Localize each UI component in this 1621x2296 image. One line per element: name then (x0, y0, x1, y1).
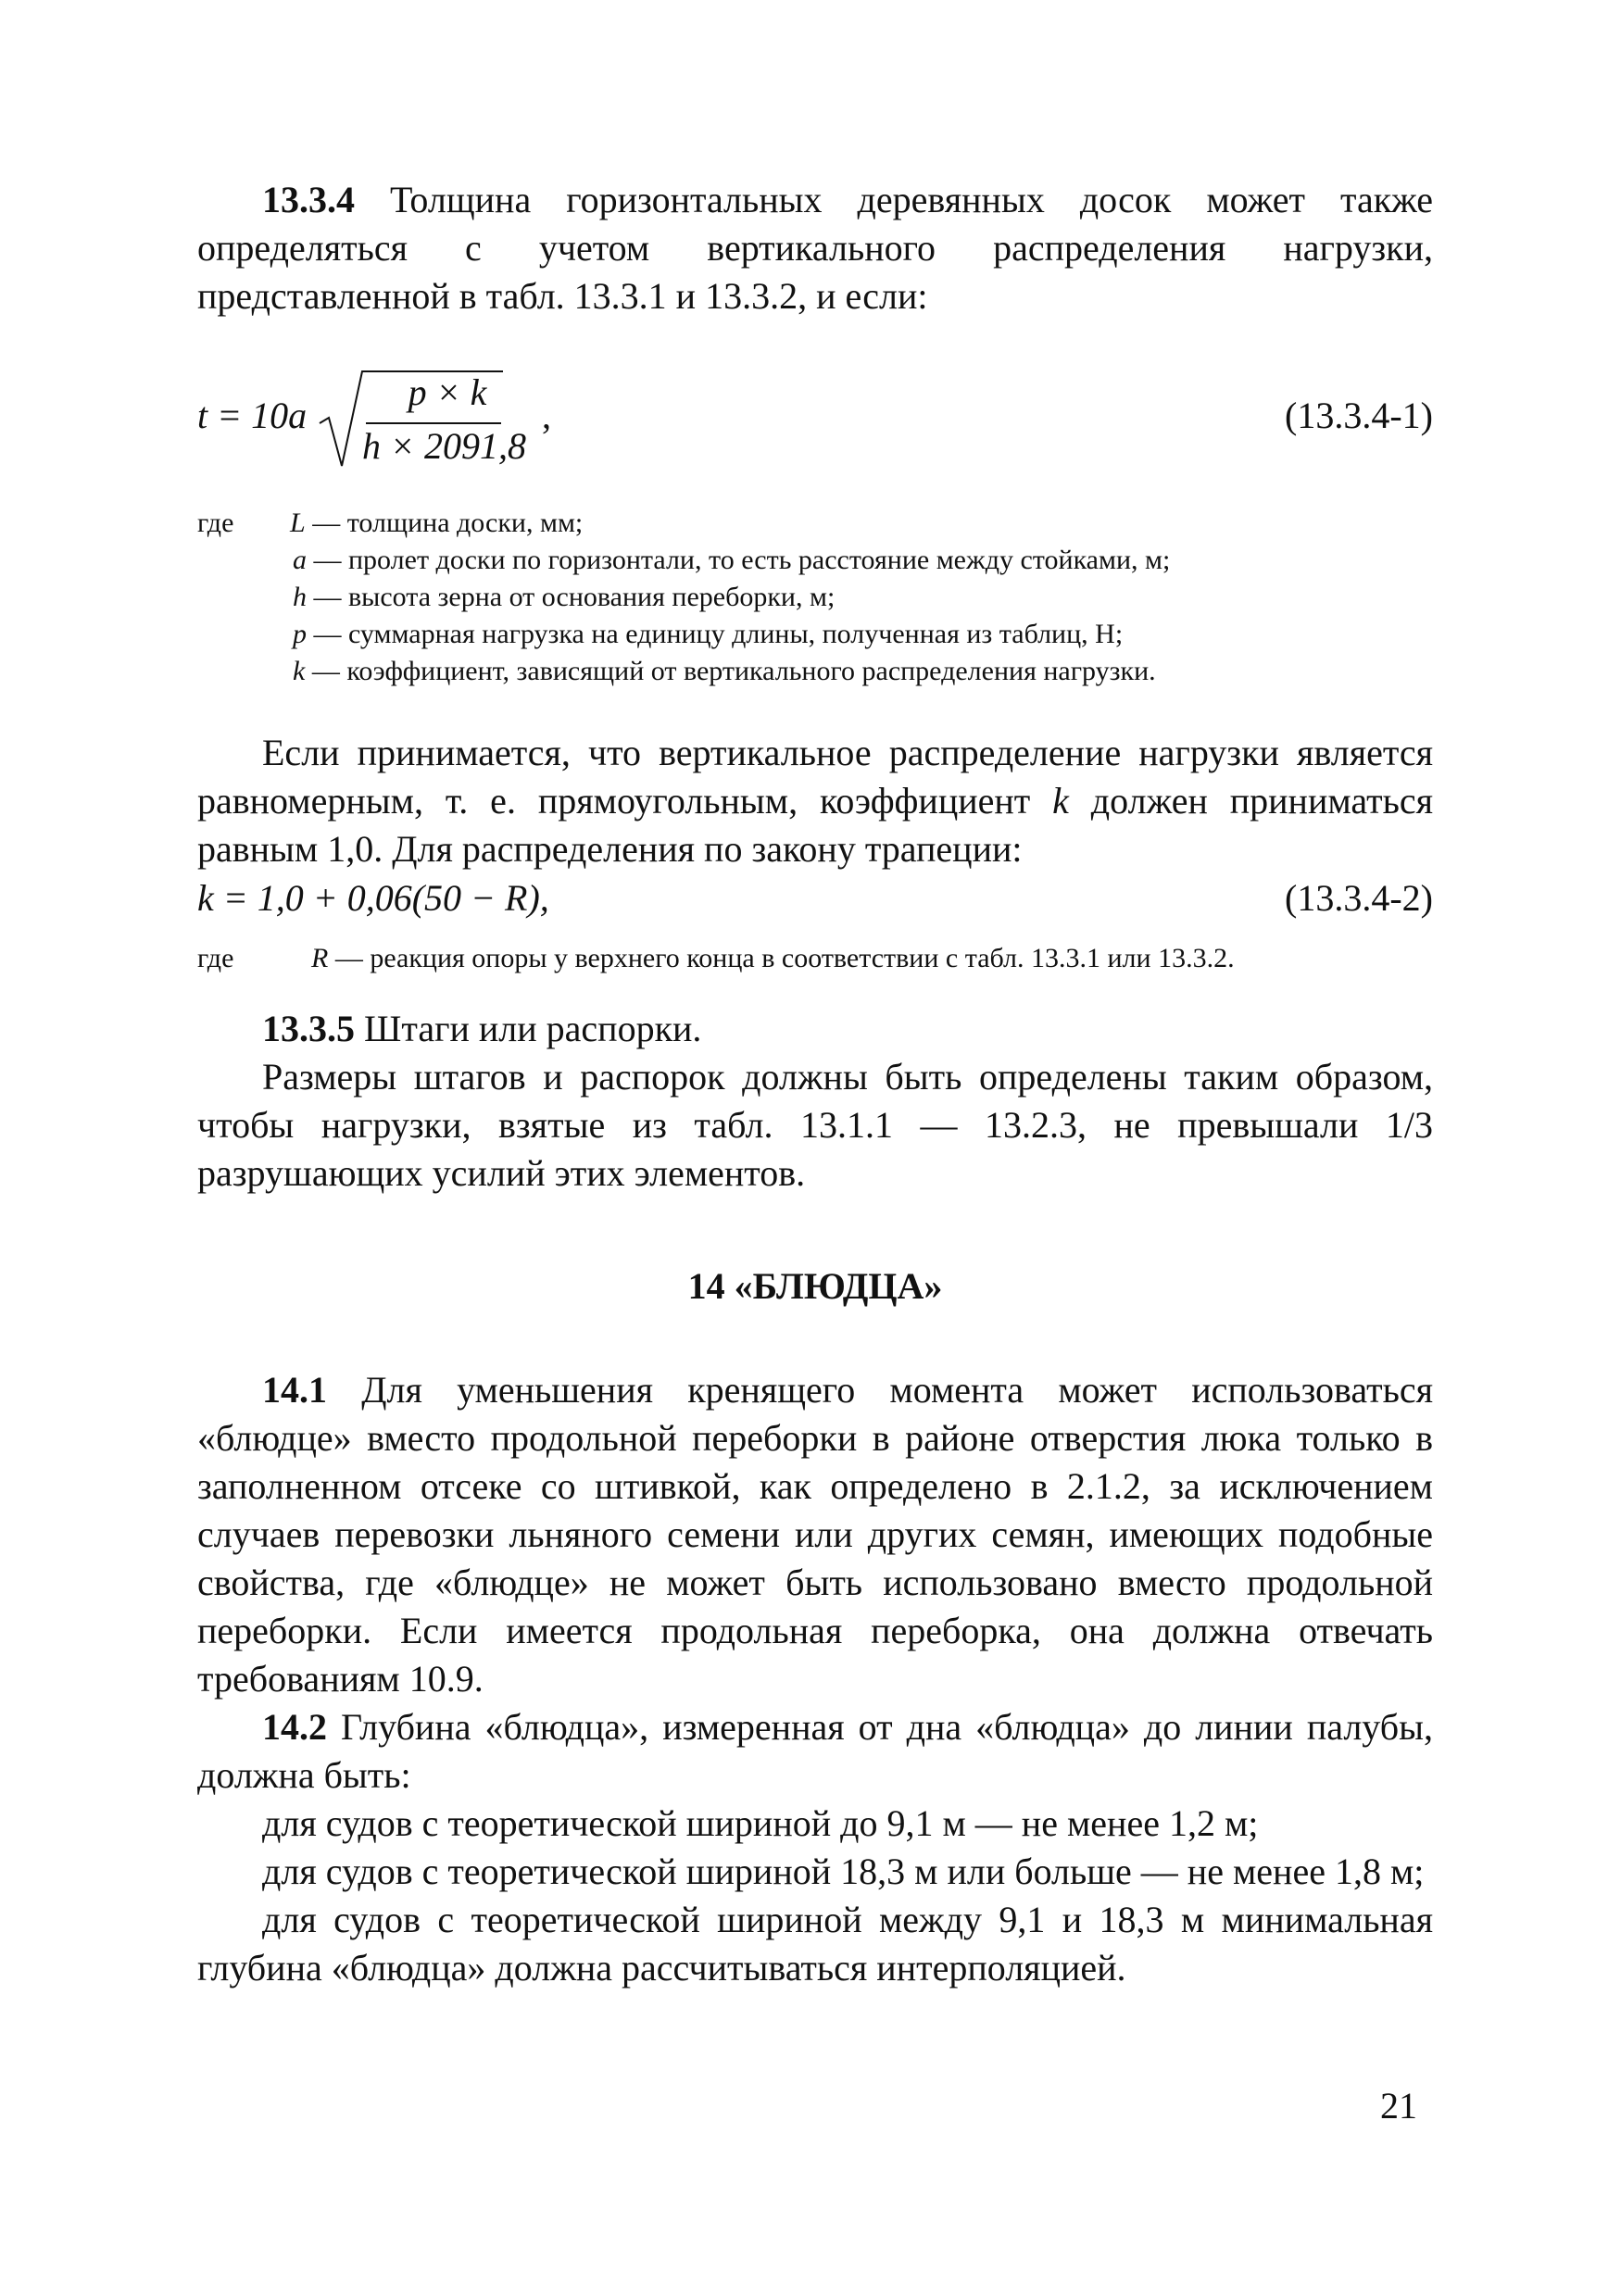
definition-symbol: R (311, 943, 329, 973)
clause-number: 14.1 (262, 1369, 327, 1411)
text-part: Если принимается, что вертикальное распределение нагрузки является равномерным, т. е. прямоугольным, коэффициент (197, 732, 1433, 822)
definition-item (293, 579, 835, 616)
section-13-3-4 (197, 176, 1433, 320)
definition-text: — пролет доски по горизонтали, то есть расстояние между стойками, м; (307, 545, 1171, 575)
clause-text: Глубина «блюдца», измеренная от дна «блюдца» до линии палубы, должна быть: (197, 1706, 1433, 1796)
definition-item (293, 616, 1123, 653)
equation-13-3-4-2 (197, 876, 1433, 924)
clause-14-2 (197, 1703, 1433, 1800)
definition-item (290, 505, 583, 542)
definition-item (311, 940, 1235, 977)
paragraph-distribution (197, 729, 1433, 873)
paragraph-13-3-4 (197, 176, 1433, 320)
equation-13-3-4-1 (197, 366, 1433, 477)
clause-text: Для уменьшения кренящего момента может использоваться «блюдце» вместо продольной переборки в районе отверстия люка только в заполненном отсеке со штивкой, как определено в 2.1.2, за исключением случаев перевозки льняного семени или других семян, имеющих подобные свойства, где «блюдце» не может быть использовано вместо продольной переборки. Если имеется продольная переборка, она должна отвечать требованиям 10.9. (197, 1369, 1433, 1700)
distribution-text (197, 729, 1433, 873)
list-item: для судов с теоретической шириной 18,3 м или больше — не менее 1,8 м; (262, 1851, 1425, 1892)
definition-symbol: k (293, 656, 306, 686)
definitions-list (197, 505, 1433, 699)
clause-number: 14.2 (262, 1706, 327, 1748)
section-14-1 (197, 1366, 1433, 1703)
section-14-2 (197, 1703, 1433, 1992)
list-item: для судов с теоретической шириной до 9,1 м — не менее 1,2 м; (262, 1802, 1259, 1844)
definition-item (293, 653, 1156, 690)
list-item: для судов с теоретической шириной между 9,1 и 18,3 м минимальная глубина «блюдца» должна рассчитываться интерполяцией. (197, 1899, 1433, 1989)
definitions-list-2 (197, 940, 1433, 977)
definition-text: — реакция опоры у верхнего конца в соответствии с табл. 13.3.1 или 13.3.2. (328, 943, 1235, 973)
equation-text: k = 1,0 + 0,06(50 − R), (197, 877, 549, 919)
clause-title (197, 1005, 1433, 1053)
equation-lhs: t = 10a (197, 395, 308, 436)
where-label: где (197, 943, 234, 973)
definition-text: — суммарная нагрузка на единицу длины, полученная из таблиц, Н; (307, 619, 1124, 649)
clause-14-1 (197, 1366, 1433, 1703)
clause-number: 13.3.4 (262, 179, 355, 220)
clause-text: Штаги или распорки. (355, 1008, 702, 1049)
equation-comma: , (542, 395, 551, 436)
where-label: где (197, 508, 234, 538)
clause-text: Толщина горизонтальных деревянных досок может также определяться с учетом вертикального распределения нагрузки, представленной в табл. 13.3.1 и 13.3.2, и если: (197, 179, 1433, 317)
definition-item (293, 542, 1170, 579)
equation-number: (13.3.4-2) (1285, 877, 1433, 919)
definition-text: — коэффициент, зависящий от вертикального распределения нагрузки. (305, 656, 1156, 686)
clause-number: 13.3.5 (262, 1008, 355, 1049)
definition-symbol: a (293, 545, 307, 575)
symbol-k: k (1052, 780, 1069, 822)
page-number: 21 (1380, 2085, 1417, 2127)
equation-number: (13.3.4-1) (1285, 395, 1433, 436)
definition-symbol: L (290, 508, 306, 538)
text-part: должен приниматься равным 1,0. Для распределения по закону трапеции: (197, 780, 1434, 870)
section-13-3-5 (197, 1005, 1433, 1198)
equation-denominator: h × 2091,8 (362, 425, 526, 467)
section-heading: 14 «БЛЮДЦА» (687, 1265, 943, 1307)
equation-numerator: p × k (408, 371, 487, 413)
clause-body: Размеры штагов и распорок должны быть определены таким образом, чтобы нагрузки, взятые из табл. 13.1.1 — 13.2.3, не превышали 1/3 разрушающих усилий этих элементов. (197, 1056, 1433, 1194)
definition-text: — толщина доски, мм; (305, 508, 584, 538)
definition-text: — высота зерна от основания переборки, м; (307, 582, 836, 612)
definition-symbol: h (293, 582, 307, 612)
definition-symbol: p (293, 619, 307, 649)
